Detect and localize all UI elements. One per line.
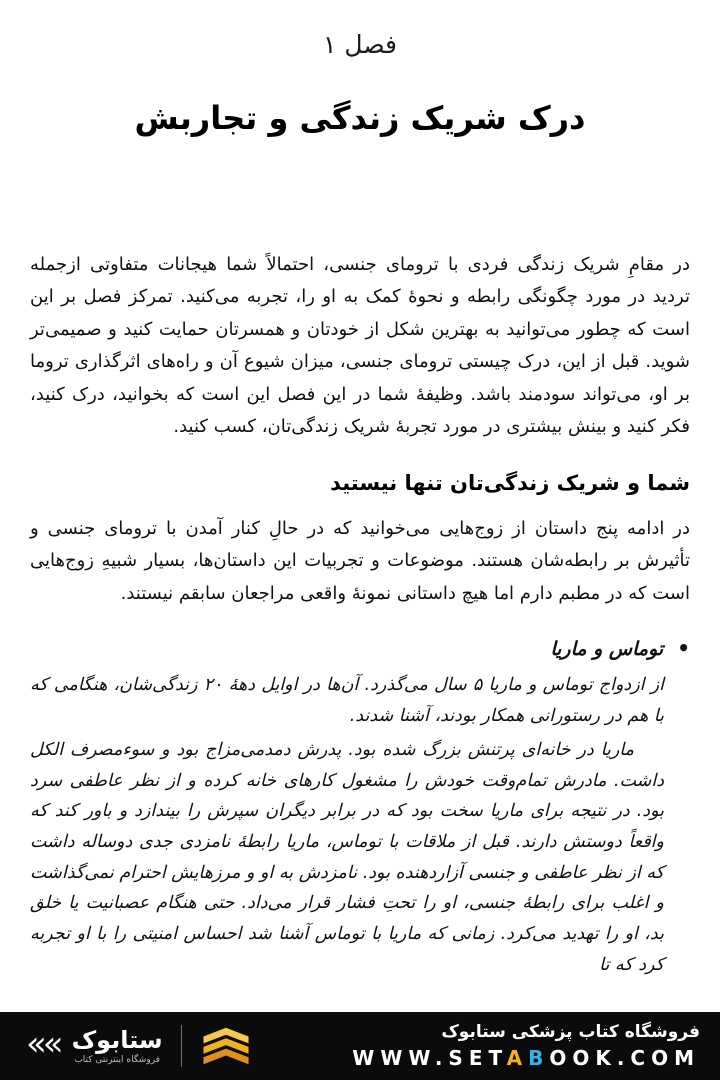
logo-brand-text: ستابوک — [71, 1025, 163, 1054]
logo-divider — [181, 1025, 182, 1067]
store-description: فروشگاه کتاب پزشکی ستابوک — [441, 1022, 700, 1042]
url-letter-b: B — [528, 1046, 550, 1070]
setabook-book-icon — [200, 1024, 252, 1068]
logo-wordmark — [72, 1027, 163, 1065]
page-title: درک شریک زندگی و تجاربش — [134, 99, 586, 137]
publisher-footer-bar — [0, 1012, 720, 1080]
story-paragraph-2: ماریا در خانه‌ای پرتنش بزرگ شده بود. پدرش دمدمی‌مزاج بود و سوءمصرف الکل داشت. مادرش تمام‌وقت خودش را مشغول کارهای خانه کرده و از نظر عاطفی سرد بود. در نتیجه برای ماریا سخت بود که در برابر دیگران سپرش را بیندازد و باور کند که واقعاً دوستش دارند. قبل از ملاقات با توماس، ماریا رابطهٔ نامزدی جدی دوساله داشت که از نظر عاطفی و جنسی آزاردهنده بود. نامزدش به او و مرزهایش احترام نمی‌گذاشت و اغلب برای رابطهٔ جنسی، او را تحتِ فشار قرار می‌داد. حتی هنگام عصبانیت یا خلق بد، او را تهدید می‌کرد. زمانی که ماریا با توماس آشنا شد احساس امنیتی را با او تجربه کرد که تا — [30, 740, 664, 975]
website-url — [352, 1046, 700, 1070]
story-block — [30, 670, 664, 980]
bullet-icon: • — [677, 635, 690, 660]
url-segment-2: OOK.COM — [549, 1046, 700, 1070]
story-paragraph-1: از ازدواج توماس و ماریا ۵ سال می‌گذرد. آن‌ها در اوایل دههٔ ۲۰ زندگی‌شان، هنگامی که با هم در رستورانی همکار بودند، آشنا شدند. — [30, 674, 664, 726]
footer-text-block — [352, 1022, 700, 1070]
story-title-row — [30, 636, 690, 660]
story-title: توماس و ماریا — [550, 637, 664, 660]
chapter-label: فصل ۱ — [323, 30, 397, 59]
setabook-logo — [26, 1024, 252, 1068]
url-segment-1: WWW.SET — [352, 1046, 507, 1070]
logo-chevrons-icon: «« — [26, 1024, 60, 1064]
intro-paragraph: در مقامِ شریک زندگی فردی با ترومای جنسی، احتمالاً شما هیجانات متفاوتی ازجمله تردید در مورد چگونگی رابطه و نحوهٔ کمک به او را، تجربه می‌کنید. تمرکز فصل بر این است که چطور می‌توانید به بهترین شکل از خودتان و همسرتان حمایت کنید و صمیمی‌تر شوید. قبل از این، درک چیستی ترومای جنسی، میزان شیوع آن و راه‌های اثرگذاری تروما بر او، می‌تواند سودمند باشد. وظیفهٔ شما در این فصل این است که بخوانید، درک کنید، فکر کنید و بینش بیشتری در مورد تجربهٔ شریک زندگی‌تان، کسب کنید. — [30, 254, 690, 437]
section-intro-paragraph: در ادامه پنج داستان از زوج‌هایی می‌خوانید که در حالِ کنار آمدن با ترومای جنسی و تأثیرش بر رابطه‌شان هستند. موضوعات و تجربیات این داستان‌ها، بسیار شبیهِ زوج‌هایی است که در مطبم دارم اما هیچ داستانی نمونهٔ واقعی مراجعان سابقم نیستند. — [30, 517, 690, 604]
section-heading: شما و شریک زندگی‌تان تنها نیستید — [330, 471, 690, 496]
logo-subtitle-text: فروشگاه اینترنتی کتاب — [74, 1055, 160, 1066]
url-letter-a: A — [506, 1046, 529, 1070]
